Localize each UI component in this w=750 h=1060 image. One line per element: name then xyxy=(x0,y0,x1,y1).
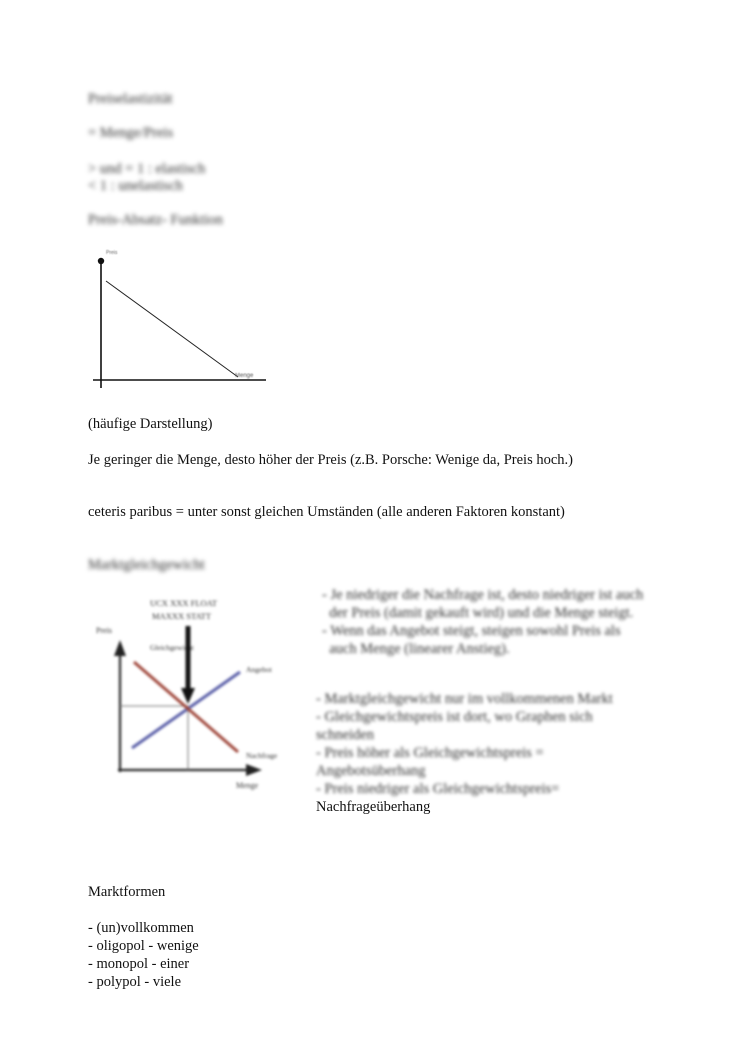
list-item: - oligopol - wenige xyxy=(88,938,199,954)
marktformen-list xyxy=(88,919,199,991)
y-axis-label: Preis xyxy=(96,626,112,635)
y-axis-label: Preis xyxy=(106,250,118,256)
inelastic-rule-line: < 1 : unelastisch xyxy=(88,178,183,194)
chart-top-label-1: UCX XXX FLOAT xyxy=(150,598,218,608)
list-item: - (un)vollkommen xyxy=(88,920,194,936)
equilibrium-arrow-head xyxy=(181,688,195,704)
x-axis-arrow xyxy=(246,764,262,776)
supply-label: Angebot xyxy=(246,665,272,674)
list-item: - polypol - viele xyxy=(88,974,182,990)
sentence-menge-preis: Je geringer die Menge, desto höher der Preis (z.B. Porsche: Wenige da, Preis hoch.) xyxy=(88,452,573,468)
heading-marktformen: Marktformen xyxy=(88,884,166,900)
note-line: - Preis höher als Gleichgewichtspreis = xyxy=(316,745,544,761)
heading-preiselastizitaet: Preiselastizität xyxy=(88,91,173,107)
elastic-rule-line: > und = 1 : elastisch xyxy=(88,161,206,177)
note-line: der Preis (damit gekauft wird) und die Menge steigt. xyxy=(322,605,634,621)
note-line: auch Menge (linearer Anstieg). xyxy=(322,641,510,657)
heading-marktgleichgewicht: Marktgleichgewicht xyxy=(88,557,205,573)
notes-block-b xyxy=(316,690,613,798)
x-axis-label: Menge xyxy=(235,373,254,379)
note-line: - Je niedriger die Nachfrage ist, desto niedriger ist auch xyxy=(322,587,644,603)
y-axis-arrow xyxy=(114,640,126,656)
note-line: schneiden xyxy=(316,727,374,743)
equilibrium-label: Gleichgewicht xyxy=(150,643,194,652)
x-axis-label: Menge xyxy=(236,781,259,790)
heading-preis-absatz-funktion: Preis-Absatz- Funktion xyxy=(88,212,223,228)
chart-top-label-2: MAXXX STATT xyxy=(152,611,212,621)
note-line: - Preis niedriger als Gleichgewichtspreis= xyxy=(316,781,560,797)
note-line: - Marktgleichgewicht nur im vollkommenen Markt xyxy=(316,691,613,707)
list-item: - monopol - einer xyxy=(88,956,190,972)
chart-caption: (häufige Darstellung) xyxy=(88,416,213,432)
note-nachfrageueberhang: Nachfrageüberhang xyxy=(316,799,431,815)
formula-line: = Menge/Preis xyxy=(88,125,174,141)
note-line: - Wenn das Angebot steigt, steigen sowohl Preis als xyxy=(322,623,621,639)
note-line: - Gleichgewichtspreis ist dort, wo Graphen sich xyxy=(316,709,593,725)
demand-label: Nachfrage xyxy=(246,751,278,760)
sentence-ceteris-paribus: ceteris paribus = unter sonst gleichen Umständen (alle anderen Faktoren konstant) xyxy=(88,504,565,520)
note-line: Angebotsüberhang xyxy=(316,763,426,779)
notes-block-a xyxy=(322,586,643,658)
